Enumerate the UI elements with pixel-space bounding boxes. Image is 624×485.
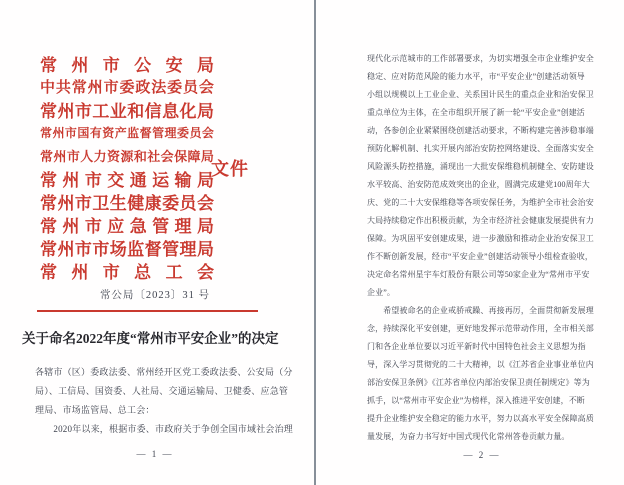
body-line: 各辖市（区）委政法委、常州经开区党工委政法委、公安局（分 bbox=[35, 367, 293, 377]
agency-line: 常 州 市 总 工 会 bbox=[40, 263, 214, 282]
body-line: 抓手，以“常州市平安企业”为榜样，深入推进平安创建，不断 bbox=[367, 396, 585, 405]
body-line: 现代化示范城市的工作部署要求，为切实增强全市企业维护安全 bbox=[367, 54, 594, 63]
agency-line: 常 州 市 卫 生 健 康 委 员 会 bbox=[40, 194, 214, 213]
body-line: 庆、党的二十大安保维稳等各项安保任务，为维护全市社会治安 bbox=[367, 198, 594, 207]
page-1-body bbox=[35, 363, 293, 439]
body-line: 保障。为巩固平安创建成果，进一步激励和推动企业治安保卫工 bbox=[367, 234, 594, 243]
body-line: 稳定、应对防范风险的能力水平，市“平安企业”创建活动领导 bbox=[367, 72, 585, 81]
body-line: 企业”。 bbox=[367, 288, 395, 297]
doc-number: 常公局〔2023〕31 号 bbox=[99, 290, 211, 301]
body-line: 门和各企业单位要以习近平新时代中国特色社会主义思想为指 bbox=[367, 342, 586, 351]
agency-line: 常 州 市 公 安 局 bbox=[40, 56, 214, 75]
body-line: 量发展，为奋力书写好中国式现代化常州答卷贡献力量。 bbox=[367, 432, 570, 441]
body-line: 小组以规模以上工业企业、关系国计民生的重点企业和治安保卫 bbox=[367, 90, 594, 99]
body-line: 局）、工信局、国资委、人社局、交通运输局、卫健委、应急管 bbox=[35, 386, 289, 396]
body-line: 提升企业维护安全稳定的能力水平，努力以高水平安全保障高质 bbox=[367, 414, 594, 423]
agency-line: 常 州 市 工 业 和 信 息 化 局 bbox=[40, 102, 214, 121]
page-divider bbox=[314, 0, 316, 485]
agency-line: 常 州 市 国 有 资 产 监 督 管 理 委 员 会 bbox=[40, 126, 214, 140]
body-line: 部治安保卫条例》《江苏省单位内部治安保卫责任制规定》等为 bbox=[367, 378, 590, 387]
body-line: 理局、市场监管局、总工会： bbox=[35, 405, 155, 415]
page-2-number: — 2 — bbox=[463, 450, 501, 460]
body-line: 风险源头防控措施，涌现出一大批安保维稳机制健全、安防建设 bbox=[367, 162, 594, 171]
agency-line: 常 州 市 市 场 监 督 管 理 局 bbox=[40, 240, 214, 259]
body-line: 水平较高、治安防范成效突出的企业，圆满完成建党100周年大 bbox=[367, 180, 590, 189]
body-line: 2020年以来，根据市委、市政府关于争创全国市域社会治理 bbox=[35, 424, 294, 434]
body-line: 念，持续深化平安创建，更好地发挥示范带动作用，全市相关部 bbox=[367, 324, 594, 333]
agency-line: 常 州 市 人 力 资 源 和 社 会 保 障 局 bbox=[40, 149, 214, 164]
body-line: 大局持续稳定作出积极贡献，为全市经济社会健康发展提供有力 bbox=[367, 216, 594, 225]
agency-line: 中 共 常 州 市 委 政 法 委 员 会 bbox=[40, 80, 214, 96]
body-line: 动，各参创企业紧紧围绕创建活动要求，不断构建完善涉稳事端 bbox=[367, 126, 594, 135]
body-line: 作不断创新发展，经市“平安企业”创建活动领导小组检查验收， bbox=[367, 252, 593, 261]
body-line: 决定命名常州星宇车灯股份有限公司等50家企业为“常州市平安 bbox=[367, 270, 590, 279]
doc-title: 关于命名2022年度“常州市平安企业”的决定 bbox=[22, 331, 279, 346]
page-1-number: — 1 — bbox=[136, 449, 174, 459]
body-line: 希望被命名的企业戒骄戒躁、再接再厉，全面贯彻新发展理 bbox=[367, 306, 594, 315]
agency-line: 常 州 市 应 急 管 理 局 bbox=[40, 217, 214, 236]
page-2-body bbox=[367, 50, 597, 446]
agency-line: 常 州 市 交 通 运 输 局 bbox=[40, 171, 214, 190]
letterhead-file-label: 文件 bbox=[211, 159, 249, 179]
letterhead-rule bbox=[37, 310, 258, 312]
body-line: 预防化解机制、扎实开展内部治安防控网络建设、全面落实安全 bbox=[367, 144, 594, 153]
letterhead-agency-list bbox=[40, 52, 214, 282]
body-line: 导，深入学习贯彻党的二十大精神，以《江苏省企业事业单位内 bbox=[367, 360, 594, 369]
body-line: 重点单位为主体，在全市组织开展了新一轮“平安企业”创建活 bbox=[367, 108, 585, 117]
